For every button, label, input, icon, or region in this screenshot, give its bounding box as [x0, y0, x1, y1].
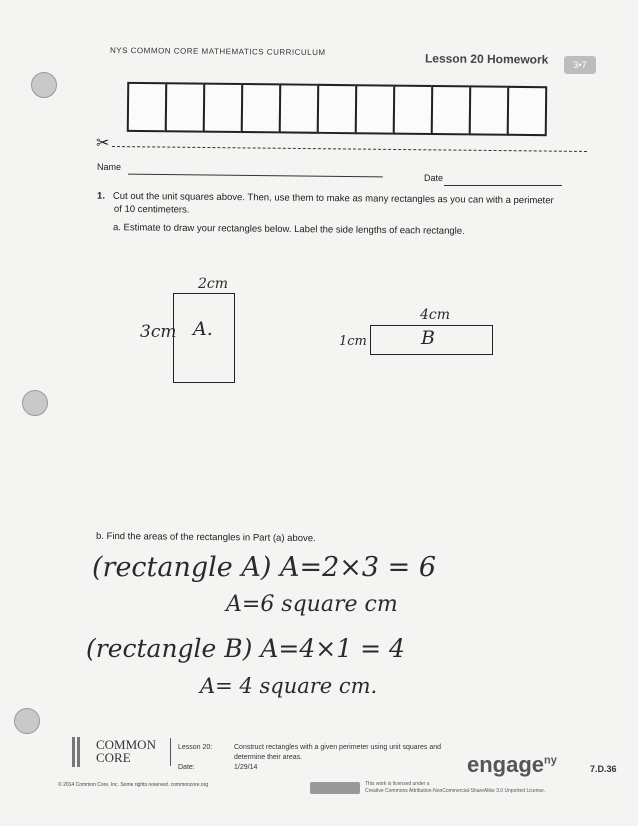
cut-line [112, 146, 587, 152]
unit-square [317, 84, 358, 134]
name-label: Name [97, 162, 122, 172]
page-code: 7.D.36 [590, 764, 617, 774]
unit-square [393, 85, 434, 135]
unit-square [507, 86, 548, 136]
answer-rectangle-a-equation: (rectangle A) A=2×3 = 6 [92, 552, 437, 583]
common-core-logo [96, 738, 156, 764]
rectangle-b-height-label: 1cm [339, 334, 367, 349]
answer-rectangle-b-area: A= 4 square cm. [200, 674, 378, 698]
footer-lesson-label: Lesson 20: [178, 744, 213, 751]
answer-rectangle-a-area: A=6 square cm [226, 592, 398, 617]
footer-date-label: Date: [178, 764, 195, 771]
logo-line2: CORE [96, 750, 131, 765]
question-1 [97, 190, 554, 221]
creative-commons-icon [310, 782, 360, 794]
question-1-number: 1. [97, 190, 106, 202]
punch-hole-top [31, 72, 57, 98]
logo-line1: COMMON [96, 737, 156, 752]
punch-hole-middle [22, 390, 48, 416]
copyright-text: © 2014 Common Core, Inc. Some rights reserved. commoncore.org [58, 782, 209, 788]
footer-divider [170, 738, 171, 766]
rectangle-a-name: A. [193, 318, 213, 340]
rectangle-b-width-label: 4cm [420, 307, 451, 323]
unit-square [469, 85, 510, 135]
footer-description-line2: determine their areas. [234, 754, 303, 761]
unit-square [279, 83, 320, 133]
engageny-logo [467, 752, 557, 778]
lesson-title: Lesson 20 Homework [424, 51, 549, 67]
unit-square [431, 85, 472, 135]
name-field-line[interactable] [128, 174, 383, 178]
rectangle-a-height-label: 3cm [140, 322, 177, 342]
license-line2[interactable]: Creative Commons Attribution-NonCommercial-ShareAlike 3.0 Unported License. [365, 788, 546, 794]
rectangle-b-name: B [421, 327, 435, 349]
answer-rectangle-b-equation: (rectangle B) A=4×1 = 4 [86, 634, 405, 663]
question-1-text-line1: Cut out the unit squares above. Then, use them to make as many rectangles as you can with a perimeter [112, 190, 554, 207]
engage-sup: ny [544, 754, 557, 767]
footer-date-value: 1/29/14 [234, 764, 258, 771]
unit-square [127, 82, 168, 132]
question-1-text-line2: of 10 centimeters. [113, 203, 190, 216]
unit-squares-strip [127, 82, 546, 136]
rectangle-a-width-label: 2cm [198, 276, 229, 292]
footer-description-line1: Construct rectangles with a given perimeter using unit squares and [234, 744, 441, 751]
date-field-line[interactable] [444, 185, 562, 186]
footer-description [234, 743, 441, 763]
question-1a: a. Estimate to draw your rectangles below. Label the side lengths of each rectangle. [112, 222, 465, 237]
license-line1: This work is licensed under a [365, 781, 430, 787]
engage-text: engage [467, 752, 545, 777]
unit-square [165, 82, 206, 132]
module-badge: 3•7 [564, 56, 596, 74]
date-label: Date [424, 173, 444, 183]
unit-square [241, 83, 282, 133]
unit-square [203, 83, 244, 133]
license-text [365, 781, 545, 795]
question-1b: b. Find the areas of the rectangles in Part (a) above. [95, 530, 316, 545]
punch-hole-bottom [14, 708, 40, 734]
common-core-bars-icon [72, 737, 80, 767]
curriculum-header: NYS COMMON CORE MATHEMATICS CURRICULUM [109, 45, 326, 58]
unit-square [355, 84, 396, 134]
scissors-icon: ✂ [96, 135, 110, 152]
